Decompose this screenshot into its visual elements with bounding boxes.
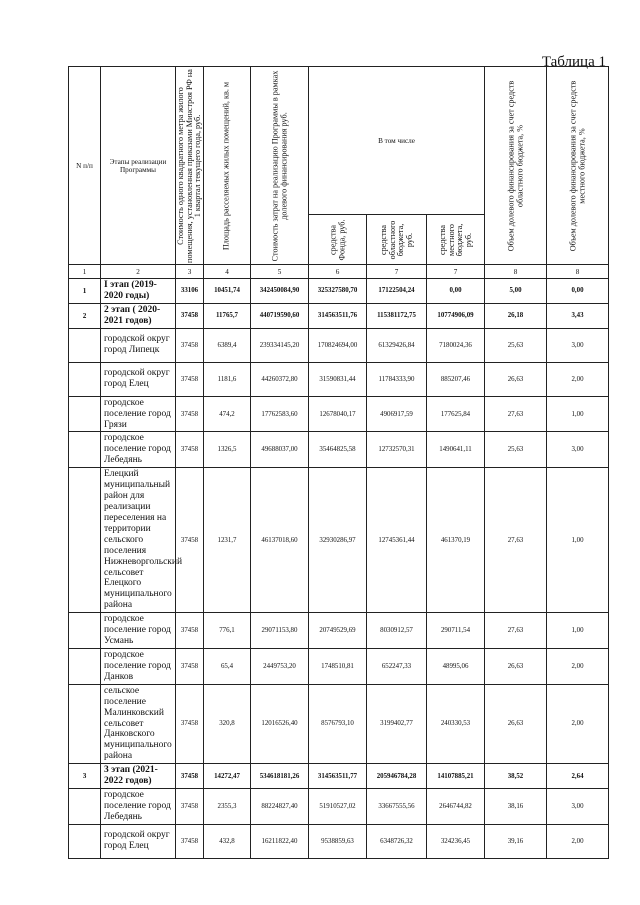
cell-cost: 37458 — [176, 648, 204, 684]
row-number — [69, 613, 101, 649]
cell-regional: 12745361,44 — [367, 468, 427, 613]
cell-fund: 325327580,70 — [309, 279, 367, 304]
header-sqm-cost: Стоимость одного квадратного метра жилого помещения, установленная приказами Минстроя РФ на 1 квартал текущего года, руб. — [176, 67, 204, 265]
column-number: 7 — [367, 265, 427, 279]
cell-pct-reg: 26,63 — [485, 684, 547, 763]
header-fund: средства Фонда, руб. — [309, 215, 367, 265]
stage-name: городской округ город Елец — [101, 824, 176, 858]
cell-pct-reg: 27,63 — [485, 613, 547, 649]
column-number: 5 — [251, 265, 309, 279]
cell-fund: 51910527,02 — [309, 789, 367, 825]
table-row — [69, 824, 609, 858]
stage-name: городское поселение город Данков — [101, 648, 176, 684]
cell-area: 2355,3 — [204, 789, 251, 825]
cell-total: 342450084,90 — [251, 279, 309, 304]
column-number-row — [69, 265, 609, 279]
cell-area: 10451,74 — [204, 279, 251, 304]
cell-area: 6389,4 — [204, 328, 251, 362]
cell-pct-loc: 3,43 — [547, 303, 609, 328]
cell-pct-reg: 26,18 — [485, 303, 547, 328]
cell-total: 12016526,40 — [251, 684, 309, 763]
row-number — [69, 824, 101, 858]
cell-cost: 33106 — [176, 279, 204, 304]
cell-fund: 12678040,17 — [309, 396, 367, 432]
header-number: N п/п — [69, 67, 101, 265]
row-number: 3 — [69, 764, 101, 789]
header-total-cost: Стоимость затрат на реализацию Программы в рамках долевого финансирования руб. — [251, 67, 309, 265]
table-row — [69, 789, 609, 825]
cell-regional: 33667555,56 — [367, 789, 427, 825]
stage-name: городское поселение город Лебедянь — [101, 432, 176, 468]
row-number — [69, 684, 101, 763]
table-row — [69, 279, 609, 304]
header-regional-percent: Объем долевого финансирования за счет средств областного бюджета, % — [485, 67, 547, 265]
cell-local: 14107885,21 — [427, 764, 485, 789]
stage-name: городское поселение город Лебедянь — [101, 789, 176, 825]
cell-local: 885207,46 — [427, 362, 485, 396]
cell-pct-loc: 1,00 — [547, 396, 609, 432]
cell-total: 17762583,60 — [251, 396, 309, 432]
cell-fund: 314563511,76 — [309, 303, 367, 328]
cell-regional: 3199402,77 — [367, 684, 427, 763]
cell-pct-reg: 25,63 — [485, 432, 547, 468]
cell-regional: 17122504,24 — [367, 279, 427, 304]
cell-pct-reg: 27,63 — [485, 468, 547, 613]
stage-name: I этап (2019-2020 годы) — [101, 279, 176, 304]
cell-fund: 20749529,69 — [309, 613, 367, 649]
cell-cost: 37458 — [176, 764, 204, 789]
header-local-budget: средства местного бюджета, руб. — [427, 215, 485, 265]
program-table-container — [68, 66, 608, 852]
row-number — [69, 328, 101, 362]
cell-fund: 32930286,97 — [309, 468, 367, 613]
cell-fund: 314563511,77 — [309, 764, 367, 789]
cell-pct-loc: 2,00 — [547, 648, 609, 684]
table-row — [69, 468, 609, 613]
cell-cost: 37458 — [176, 468, 204, 613]
cell-area: 1231,7 — [204, 468, 251, 613]
cell-area: 1326,5 — [204, 432, 251, 468]
cell-total: 440719590,60 — [251, 303, 309, 328]
cell-pct-loc: 2,00 — [547, 824, 609, 858]
cell-pct-reg: 27,63 — [485, 396, 547, 432]
row-number: 2 — [69, 303, 101, 328]
cell-pct-loc: 0,00 — [547, 279, 609, 304]
cell-cost: 37458 — [176, 396, 204, 432]
cell-regional: 8030912,57 — [367, 613, 427, 649]
cell-pct-loc: 2,00 — [547, 684, 609, 763]
cell-total: 2449753,20 — [251, 648, 309, 684]
cell-pct-loc: 1,00 — [547, 613, 609, 649]
cell-regional: 115381172,75 — [367, 303, 427, 328]
column-number: 6 — [309, 265, 367, 279]
cell-cost: 37458 — [176, 303, 204, 328]
row-number: 1 — [69, 279, 101, 304]
cell-total: 44260372,80 — [251, 362, 309, 396]
cell-total: 29071153,80 — [251, 613, 309, 649]
table-row — [69, 328, 609, 362]
cell-pct-loc: 2,00 — [547, 362, 609, 396]
table-row — [69, 432, 609, 468]
cell-regional: 652247,33 — [367, 648, 427, 684]
cell-regional: 61329426,84 — [367, 328, 427, 362]
cell-regional: 205946784,28 — [367, 764, 427, 789]
cell-total: 534618181,26 — [251, 764, 309, 789]
cell-area: 65,4 — [204, 648, 251, 684]
cell-local: 290711,54 — [427, 613, 485, 649]
cell-cost: 37458 — [176, 613, 204, 649]
stage-name: городское поселение город Грязи — [101, 396, 176, 432]
cell-local: 177625,84 — [427, 396, 485, 432]
table-row — [69, 764, 609, 789]
cell-area: 11765,7 — [204, 303, 251, 328]
cell-area: 474,2 — [204, 396, 251, 432]
cell-pct-loc: 3,00 — [547, 789, 609, 825]
column-number: 3 — [176, 265, 204, 279]
cell-fund: 8576793,10 — [309, 684, 367, 763]
stage-name: 3 этап (2021-2022 годов) — [101, 764, 176, 789]
cell-area: 14272,47 — [204, 764, 251, 789]
header-including: В том числе — [309, 67, 485, 215]
cell-pct-loc: 1,00 — [547, 468, 609, 613]
row-number — [69, 432, 101, 468]
cell-area: 776,1 — [204, 613, 251, 649]
column-number: 8 — [485, 265, 547, 279]
table-title: Таблица 1 — [541, 54, 606, 70]
table-row — [69, 684, 609, 763]
cell-fund: 35464825,58 — [309, 432, 367, 468]
column-number: 1 — [69, 265, 101, 279]
cell-local: 2646744,82 — [427, 789, 485, 825]
cell-local: 240330,53 — [427, 684, 485, 763]
column-number: 4 — [204, 265, 251, 279]
cell-pct-reg: 5,00 — [485, 279, 547, 304]
stage-name: городской округ город Елец — [101, 362, 176, 396]
stage-name: 2 этап ( 2020-2021 годов) — [101, 303, 176, 328]
cell-area: 320,8 — [204, 684, 251, 763]
cell-pct-reg: 38,52 — [485, 764, 547, 789]
header-regional-budget: средства областного бюджета, руб. — [367, 215, 427, 265]
stage-name: сельское поселение Малинковский сельсовет Данковского муниципального района — [101, 684, 176, 763]
cell-cost: 37458 — [176, 684, 204, 763]
cell-local: 10774906,09 — [427, 303, 485, 328]
header-local-percent: Объем долевого финансирования за счет средств местного бюджета, % — [547, 67, 609, 265]
row-number — [69, 789, 101, 825]
header-area: Площадь расселяемых жилых помещений, кв. м — [204, 67, 251, 265]
cell-local: 48995,06 — [427, 648, 485, 684]
cell-pct-loc: 2,64 — [547, 764, 609, 789]
cell-cost: 37458 — [176, 328, 204, 362]
cell-pct-reg: 39,16 — [485, 824, 547, 858]
stage-name: Елецкий муниципальный район для реализации переселения на территории сельского поселения Нижневоргольский сельсовет Елецкого муниципального района — [101, 468, 176, 613]
row-number — [69, 396, 101, 432]
header-stages: Этапы реализации Программы — [101, 67, 176, 265]
cell-local: 324236,45 — [427, 824, 485, 858]
cell-regional: 12732570,31 — [367, 432, 427, 468]
column-number: 7 — [427, 265, 485, 279]
cell-regional: 6348726,32 — [367, 824, 427, 858]
cell-pct-loc: 3,00 — [547, 328, 609, 362]
cell-total: 88224827,40 — [251, 789, 309, 825]
cell-total: 49688037,00 — [251, 432, 309, 468]
stage-name: городское поселение город Усмань — [101, 613, 176, 649]
row-number — [69, 362, 101, 396]
table-row — [69, 362, 609, 396]
column-number: 2 — [101, 265, 176, 279]
cell-pct-reg: 25,63 — [485, 328, 547, 362]
cell-fund: 170824694,00 — [309, 328, 367, 362]
cell-total: 16211822,40 — [251, 824, 309, 858]
stage-name: городской округ город Липецк — [101, 328, 176, 362]
cell-cost: 37458 — [176, 362, 204, 396]
cell-cost: 37458 — [176, 432, 204, 468]
cell-local: 0,00 — [427, 279, 485, 304]
cell-cost: 37458 — [176, 789, 204, 825]
program-table — [68, 66, 609, 859]
cell-regional: 4906917,59 — [367, 396, 427, 432]
cell-regional: 11784333,90 — [367, 362, 427, 396]
table-row — [69, 396, 609, 432]
cell-area: 432,8 — [204, 824, 251, 858]
row-number — [69, 468, 101, 613]
cell-total: 46137018,60 — [251, 468, 309, 613]
cell-area: 1181,6 — [204, 362, 251, 396]
cell-local: 1490641,11 — [427, 432, 485, 468]
cell-pct-reg: 38,16 — [485, 789, 547, 825]
cell-pct-reg: 26,63 — [485, 362, 547, 396]
cell-fund: 31590831,44 — [309, 362, 367, 396]
row-number — [69, 648, 101, 684]
cell-local: 461370,19 — [427, 468, 485, 613]
cell-local: 7180024,36 — [427, 328, 485, 362]
cell-cost: 37458 — [176, 824, 204, 858]
table-row — [69, 613, 609, 649]
column-number: 8 — [547, 265, 609, 279]
cell-fund: 9538859,63 — [309, 824, 367, 858]
cell-total: 239334145,20 — [251, 328, 309, 362]
cell-pct-loc: 3,00 — [547, 432, 609, 468]
cell-pct-reg: 26,63 — [485, 648, 547, 684]
table-row — [69, 648, 609, 684]
table-row — [69, 303, 609, 328]
cell-fund: 1748510,81 — [309, 648, 367, 684]
